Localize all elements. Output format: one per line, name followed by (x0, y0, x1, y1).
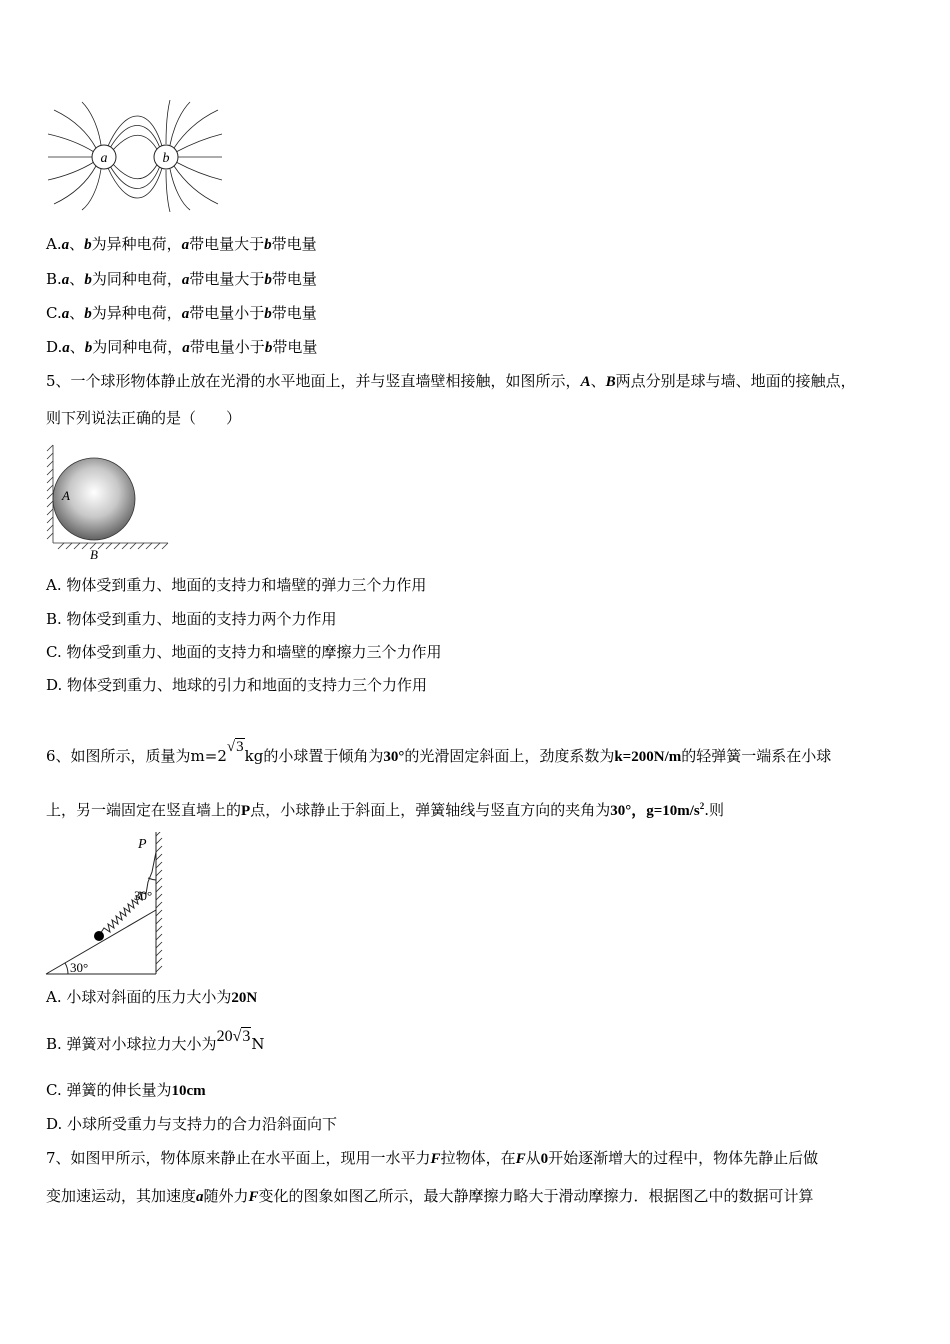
q7-text-1: 7、如图甲所示，物体原来静止在水平面上，现用一水平力 (46, 1149, 431, 1167)
q4-option-part-a2: a (181, 237, 190, 253)
q7-text-4: 开始逐渐增大的过程中，物体先静止后做 (548, 1149, 819, 1167)
q6-option-b-formula (217, 1028, 252, 1045)
q5-option-d[interactable]: D. 物体受到重力、地球的引力和地面的支持力三个力作用 (46, 676, 428, 694)
q4-option-part-sep: 、 (69, 270, 85, 288)
q6-option-a-value: 20N (231, 990, 258, 1006)
q4-option-part-b2: b (264, 272, 272, 288)
q4-option-part-key: A. (46, 235, 62, 253)
q4-option-part-text3: 带电量 (271, 304, 317, 322)
q4-option-d[interactable] (46, 337, 317, 358)
q4-option-part-b2: b (264, 340, 273, 356)
q6-stem-text-7: .则 (704, 801, 725, 819)
q4-option-a[interactable] (46, 234, 317, 255)
sqrt-radicand: 3 (236, 739, 244, 755)
q4-option-part-b: b (84, 272, 92, 288)
q4-option-part-sep: 、 (69, 235, 85, 253)
q4-option-part-text2: 带电量大于 (189, 235, 265, 253)
q6-option-a-text: A. 小球对斜面的压力大小为 (46, 988, 232, 1006)
q6-option-c-text: C. 弹簧的伸长量为 (46, 1081, 172, 1099)
sqrt-symbol: √3 (226, 739, 244, 755)
q6-angle: 30° (383, 749, 405, 765)
q7-accel-a: a (196, 1189, 204, 1205)
q5-stem-text-2: 两点分别是球与墙、地面的接触点， (615, 372, 856, 390)
q6-stem-text-3: 的光滑固定斜面上，劲度系数为 (404, 747, 615, 765)
q4-option-part-text3: 带电量 (272, 338, 318, 356)
sqrt-symbol-b: √3 (232, 1028, 251, 1045)
q4-option-part-text2: 带电量小于 (189, 338, 265, 356)
q4-option-part-text1: 为同种电荷， (92, 338, 183, 356)
q5-point-b: B (605, 374, 616, 390)
q4-option-part-key: B. (46, 270, 62, 288)
q7-text-2: 拉物体，在 (440, 1149, 516, 1167)
q7-force-f-2: F (515, 1151, 526, 1167)
q4-option-part-key: D. (46, 338, 63, 356)
q7-stem-line2 (46, 1186, 906, 1207)
q6-stem-text: 6、如图所示，质量为m=2 (46, 747, 227, 765)
point-b-label: B (90, 547, 98, 561)
q5-point-a: A (580, 374, 591, 390)
q5-stem-text: 5、一个球形物体静止放在光滑的水平地面上，并与竖直墙壁相接触，如图所示， (46, 372, 581, 390)
q7-text-5: 变加速运动，其加速度 (46, 1187, 197, 1205)
q4-option-part-sep: 、 (69, 338, 85, 356)
q4-option-part-b: b (84, 306, 92, 322)
q7-text-3: 从 (525, 1149, 541, 1167)
q4-option-part-text3: 带电量 (271, 235, 317, 253)
point-p-label: P (138, 837, 147, 852)
q4-option-part-a2: a (181, 306, 190, 322)
q4-option-c[interactable] (46, 303, 317, 324)
q6-option-c[interactable] (46, 1080, 206, 1101)
spring-angle-label: 30° (134, 888, 153, 903)
q5-stem-line2: 则下列说法正确的是（ ） (46, 409, 242, 427)
q4-option-part-text2: 带电量大于 (189, 270, 265, 288)
q4-option-part-a: a (62, 340, 70, 356)
q6-exponent: 2 (699, 801, 705, 811)
q5-sep: 、 (590, 372, 606, 390)
q6-option-d[interactable]: D. 小球所受重力与支持力的合力沿斜面向下 (46, 1115, 338, 1133)
charge-a-label: a (100, 151, 108, 166)
q4-option-part-a: a (61, 237, 70, 253)
q4-option-part-text1: 为异种电荷， (91, 235, 182, 253)
q6-values: 30°，g=10m/s (610, 803, 700, 819)
incline-angle-label: 30° (70, 960, 89, 975)
q6-option-b-unit: N (251, 1035, 265, 1053)
q4-option-part-text2: 带电量小于 (189, 304, 265, 322)
q7-zero: 0 (540, 1151, 549, 1167)
q6-stem-text-6: 点，小球静止于斜面上，弹簧轴线与竖直方向的夹角为 (250, 801, 611, 819)
q4-option-part-text1: 为同种电荷， (91, 270, 182, 288)
q4-option-part-a: a (61, 272, 70, 288)
q5-option-a[interactable]: A. 物体受到重力、地面的支持力和墙壁的弹力三个力作用 (46, 576, 427, 594)
q6-option-b-radicand: 3 (242, 1028, 251, 1045)
q4-option-b[interactable] (46, 269, 317, 290)
q6-option-c-value: 10cm (171, 1083, 206, 1099)
q6-stem-line1 (46, 739, 906, 767)
q6-k-value: k=200N/m (614, 749, 682, 765)
q6-option-a[interactable] (46, 987, 257, 1008)
q4-option-part-text3: 带电量 (271, 270, 317, 288)
q5-option-b[interactable]: B. 物体受到重力、地面的支持力两个力作用 (46, 610, 337, 628)
q6-option-b-coef: 20 (216, 1028, 233, 1045)
q7-force-f: F (430, 1151, 441, 1167)
charge-b-label: b (162, 151, 170, 166)
q4-option-part-key: C. (46, 304, 62, 322)
q4-option-part-a2: a (182, 340, 190, 356)
q4-option-part-b2: b (264, 306, 272, 322)
ball-wall-figure (44, 443, 174, 561)
q7-stem-line1 (46, 1148, 906, 1169)
q4-option-part-a2: a (181, 272, 190, 288)
q6-option-b[interactable] (46, 1028, 265, 1055)
q4-option-part-sep: 、 (69, 304, 85, 322)
q7-text-7: 变化的图象如图乙所示，最大静摩擦力略大于滑动摩擦力．根据图乙中的数据可计算 (258, 1187, 814, 1205)
point-a-label: A (62, 488, 70, 503)
q4-option-part-b2: b (264, 237, 272, 253)
q6-stem-text-4: 的轻弹簧一端系在小球 (681, 747, 832, 765)
q4-option-part-text1: 为异种电荷， (91, 304, 182, 322)
q6-point-p: P (241, 803, 251, 819)
q7-force-f-3: F (248, 1189, 259, 1205)
q6-stem-text-5: 上，另一端固定在竖直墙上的 (46, 801, 242, 819)
incline-spring-figure (44, 832, 170, 978)
q5-stem-line1 (46, 371, 906, 392)
q5-option-c[interactable]: C. 物体受到重力、地面的支持力和墙壁的摩擦力三个力作用 (46, 643, 442, 661)
q4-option-part-a: a (61, 306, 70, 322)
q4-option-part-b: b (84, 237, 92, 253)
q4-option-part-b: b (84, 340, 93, 356)
q6-option-b-text: B. 弹簧对小球拉力大小为 (46, 1035, 217, 1053)
field-lines-figure (46, 100, 226, 212)
q7-text-6: 随外力 (203, 1187, 249, 1205)
q6-stem-line2 (46, 796, 906, 821)
q6-stem-text-2: kg的小球置于倾角为 (244, 747, 384, 765)
